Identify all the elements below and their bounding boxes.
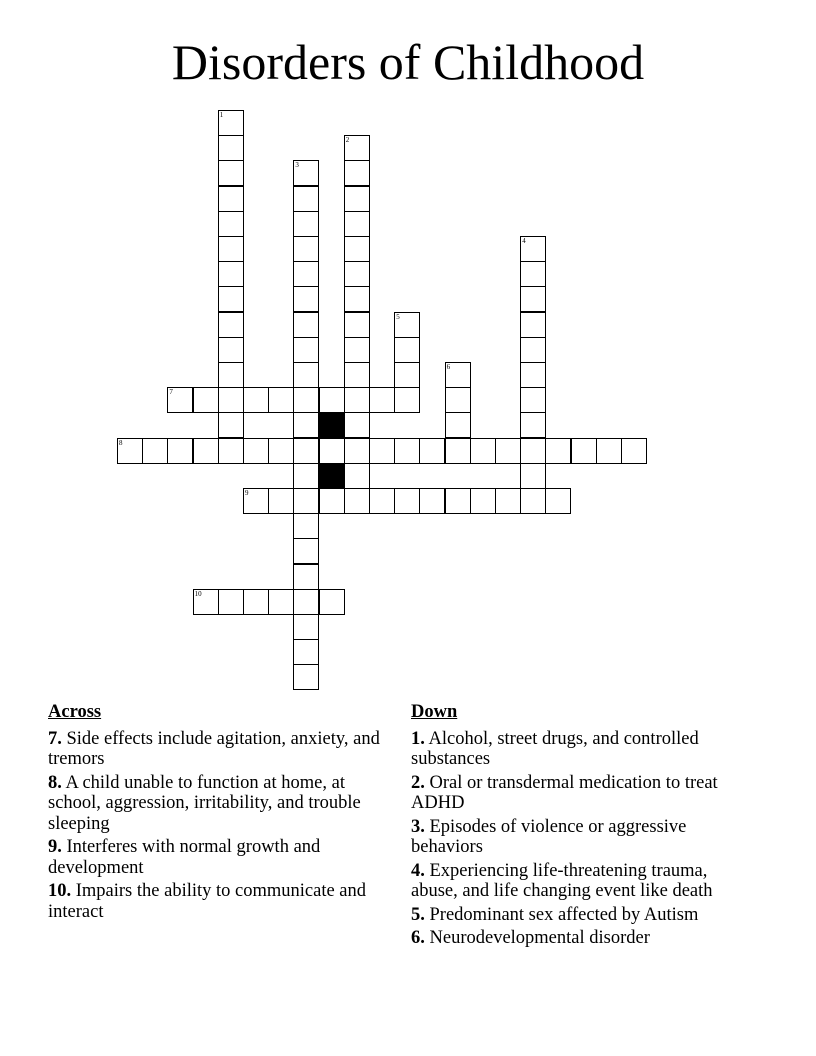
grid-cell[interactable] (293, 614, 319, 640)
grid-cell[interactable] (394, 387, 420, 413)
black-cell (319, 412, 345, 438)
grid-cell[interactable] (218, 438, 244, 464)
grid-cell[interactable] (520, 261, 546, 287)
grid-cell[interactable] (344, 261, 370, 287)
grid-cell[interactable] (520, 438, 546, 464)
clue-number: 8. (48, 772, 62, 793)
grid-cell[interactable] (293, 412, 319, 438)
grid-cell[interactable] (344, 236, 370, 262)
across-clue-10 (48, 881, 383, 922)
grid-cell[interactable] (293, 639, 319, 665)
grid-cell[interactable] (268, 589, 294, 615)
grid-cell[interactable] (218, 589, 244, 615)
grid-cell[interactable] (293, 211, 319, 237)
grid-cell[interactable] (218, 312, 244, 338)
grid-cell[interactable] (394, 312, 420, 338)
cell-number: 9 (245, 489, 249, 497)
cell-number: 5 (396, 312, 400, 321)
grid-cell[interactable] (293, 286, 319, 312)
grid-cell[interactable] (520, 412, 546, 438)
grid-cell[interactable] (344, 362, 370, 388)
grid-cell[interactable] (344, 186, 370, 212)
grid-cell[interactable] (218, 236, 244, 262)
grid-cell[interactable] (293, 236, 319, 262)
grid-cell[interactable] (495, 438, 521, 464)
grid-cell[interactable] (218, 211, 244, 237)
grid-cell[interactable] (293, 538, 319, 564)
grid-cell[interactable] (243, 438, 269, 464)
grid-cell[interactable] (344, 135, 370, 161)
grid-cell[interactable] (369, 387, 395, 413)
grid-cell[interactable] (218, 160, 244, 186)
grid-cell[interactable] (344, 312, 370, 338)
grid-cell[interactable] (293, 664, 319, 690)
grid-cell[interactable] (243, 387, 269, 413)
grid-cell[interactable] (268, 438, 294, 464)
grid-cell[interactable] (520, 387, 546, 413)
grid-cell[interactable] (293, 160, 319, 186)
grid-cell[interactable] (293, 186, 319, 212)
grid-cell[interactable] (268, 387, 294, 413)
grid-cell[interactable] (293, 513, 319, 539)
down-clue-4 (411, 861, 751, 902)
down-clue-3 (411, 817, 751, 858)
grid-cell[interactable] (571, 438, 597, 464)
grid-cell[interactable] (520, 362, 546, 388)
grid-cell[interactable] (545, 438, 571, 464)
black-cell (319, 463, 345, 489)
grid-cell[interactable] (319, 589, 345, 615)
across-heading: Across (48, 702, 102, 722)
grid-cell[interactable] (218, 110, 244, 136)
grid-cell[interactable] (193, 438, 219, 464)
cell-number: 6 (446, 363, 451, 371)
grid-cell[interactable] (394, 438, 420, 464)
grid-cell[interactable] (520, 463, 546, 489)
grid-cell[interactable] (520, 312, 546, 338)
clue-text: Side effects include agitation, anxiety, and tremors (48, 728, 380, 769)
cell-number: 8 (119, 438, 123, 447)
grid-cell[interactable] (293, 438, 319, 464)
grid-cell[interactable] (621, 438, 647, 464)
grid-cell[interactable] (344, 387, 370, 413)
grid-cell[interactable] (344, 211, 370, 237)
across-clue-7 (48, 729, 383, 770)
clue-text: A child unable to function at home, at school, aggression, irritability, and trouble sleeping (48, 772, 361, 834)
grid-cell[interactable] (394, 337, 420, 363)
grid-cell[interactable] (419, 438, 445, 464)
grid-cell[interactable] (344, 337, 370, 363)
puzzle-title: Disorders of Childhood (171, 34, 645, 90)
clue-number: 4. (411, 860, 425, 881)
grid-cell[interactable] (445, 488, 471, 514)
cell-number: 2 (345, 136, 350, 145)
clue-number: 9. (48, 837, 62, 857)
grid-cell[interactable] (293, 488, 319, 514)
grid-cell[interactable] (344, 286, 370, 312)
grid-cell[interactable] (344, 438, 370, 464)
grid-cell[interactable] (344, 463, 370, 489)
grid-cell[interactable] (419, 488, 445, 514)
clue-text: Neurodevelopmental disorder (429, 928, 650, 948)
grid-cell[interactable] (344, 160, 370, 186)
grid-cell[interactable] (293, 463, 319, 489)
grid-cell[interactable] (520, 488, 546, 514)
grid-cell[interactable] (596, 438, 622, 464)
grid-cell[interactable] (218, 286, 244, 312)
cell-number: 10 (194, 589, 202, 598)
grid-cell[interactable] (218, 337, 244, 363)
grid-cell[interactable] (545, 488, 571, 514)
cell-number: 3 (295, 161, 299, 170)
grid-cell[interactable] (167, 387, 193, 413)
clue-number: 3. (411, 816, 425, 837)
grid-cell[interactable] (293, 312, 319, 338)
clue-text: Experiencing life-threatening trauma, abuse, and life changing event like death (411, 860, 713, 901)
clue-number: 2. (411, 772, 425, 793)
clue-number: 1. (411, 728, 425, 749)
grid-cell[interactable] (470, 438, 496, 464)
clue-number: 5. (411, 904, 425, 925)
grid-cell[interactable] (218, 387, 244, 413)
grid-cell[interactable] (293, 362, 319, 388)
clue-text: Alcohol, street drugs, and controlled substances (411, 728, 699, 769)
across-clues (48, 702, 383, 925)
clue-number: 10. (48, 881, 72, 901)
grid-cell[interactable] (218, 135, 244, 161)
grid-cell[interactable] (445, 362, 471, 388)
grid-cell[interactable] (243, 488, 269, 514)
grid-cell[interactable] (445, 438, 471, 464)
grid-cell[interactable] (293, 261, 319, 287)
grid-cell[interactable] (218, 412, 244, 438)
down-clues (411, 702, 751, 952)
across-clue-8 (48, 773, 383, 835)
grid-cell[interactable] (293, 564, 319, 590)
grid-cell[interactable] (167, 438, 193, 464)
grid-cell[interactable] (495, 488, 521, 514)
grid-cell[interactable] (445, 387, 471, 413)
grid-cell[interactable] (369, 488, 395, 514)
grid-cell[interactable] (470, 488, 496, 514)
down-clue-2 (411, 773, 751, 814)
grid-cell[interactable] (142, 438, 168, 464)
grid-cell[interactable] (218, 186, 244, 212)
grid-cell[interactable] (369, 438, 395, 464)
grid-cell[interactable] (193, 589, 219, 615)
down-clue-1 (411, 729, 751, 770)
cell-number: 4 (522, 237, 526, 245)
grid-cell[interactable] (344, 412, 370, 438)
grid-cell[interactable] (293, 337, 319, 363)
down-heading: Down (411, 702, 458, 722)
clue-text: Oral or transdermal medication to treat ADHD (411, 772, 718, 813)
clue-text: Interferes with normal growth and development (48, 837, 321, 878)
grid-cell[interactable] (445, 412, 471, 438)
grid-cell[interactable] (319, 387, 345, 413)
grid-cell[interactable] (293, 387, 319, 413)
grid-cell[interactable] (243, 589, 269, 615)
clue-number: 7. (48, 728, 62, 749)
clue-text: Episodes of violence or aggressive behaviors (411, 816, 687, 857)
grid-cell[interactable] (344, 488, 370, 514)
grid-cell[interactable] (520, 236, 546, 262)
grid-cell[interactable] (193, 387, 219, 413)
clue-text: Impairs the ability to communicate and interact (48, 881, 367, 922)
grid-cell[interactable] (394, 362, 420, 388)
clue-text: Predominant sex affected by Autism (429, 904, 699, 925)
grid-cell[interactable] (117, 438, 143, 464)
grid-cell[interactable] (319, 488, 345, 514)
grid-cell[interactable] (520, 337, 546, 363)
grid-cell[interactable] (319, 438, 345, 464)
cell-number: 1 (219, 111, 224, 119)
grid-cell[interactable] (218, 261, 244, 287)
grid-cell[interactable] (394, 488, 420, 514)
clue-number: 6. (411, 928, 425, 948)
grid-cell[interactable] (268, 488, 294, 514)
down-clue-6 (411, 928, 751, 949)
across-clue-9 (48, 837, 383, 878)
cell-number: 7 (169, 388, 173, 397)
grid-cell[interactable] (520, 286, 546, 312)
grid-cell[interactable] (293, 589, 319, 615)
grid-cell[interactable] (218, 362, 244, 388)
down-clue-5 (411, 905, 751, 926)
